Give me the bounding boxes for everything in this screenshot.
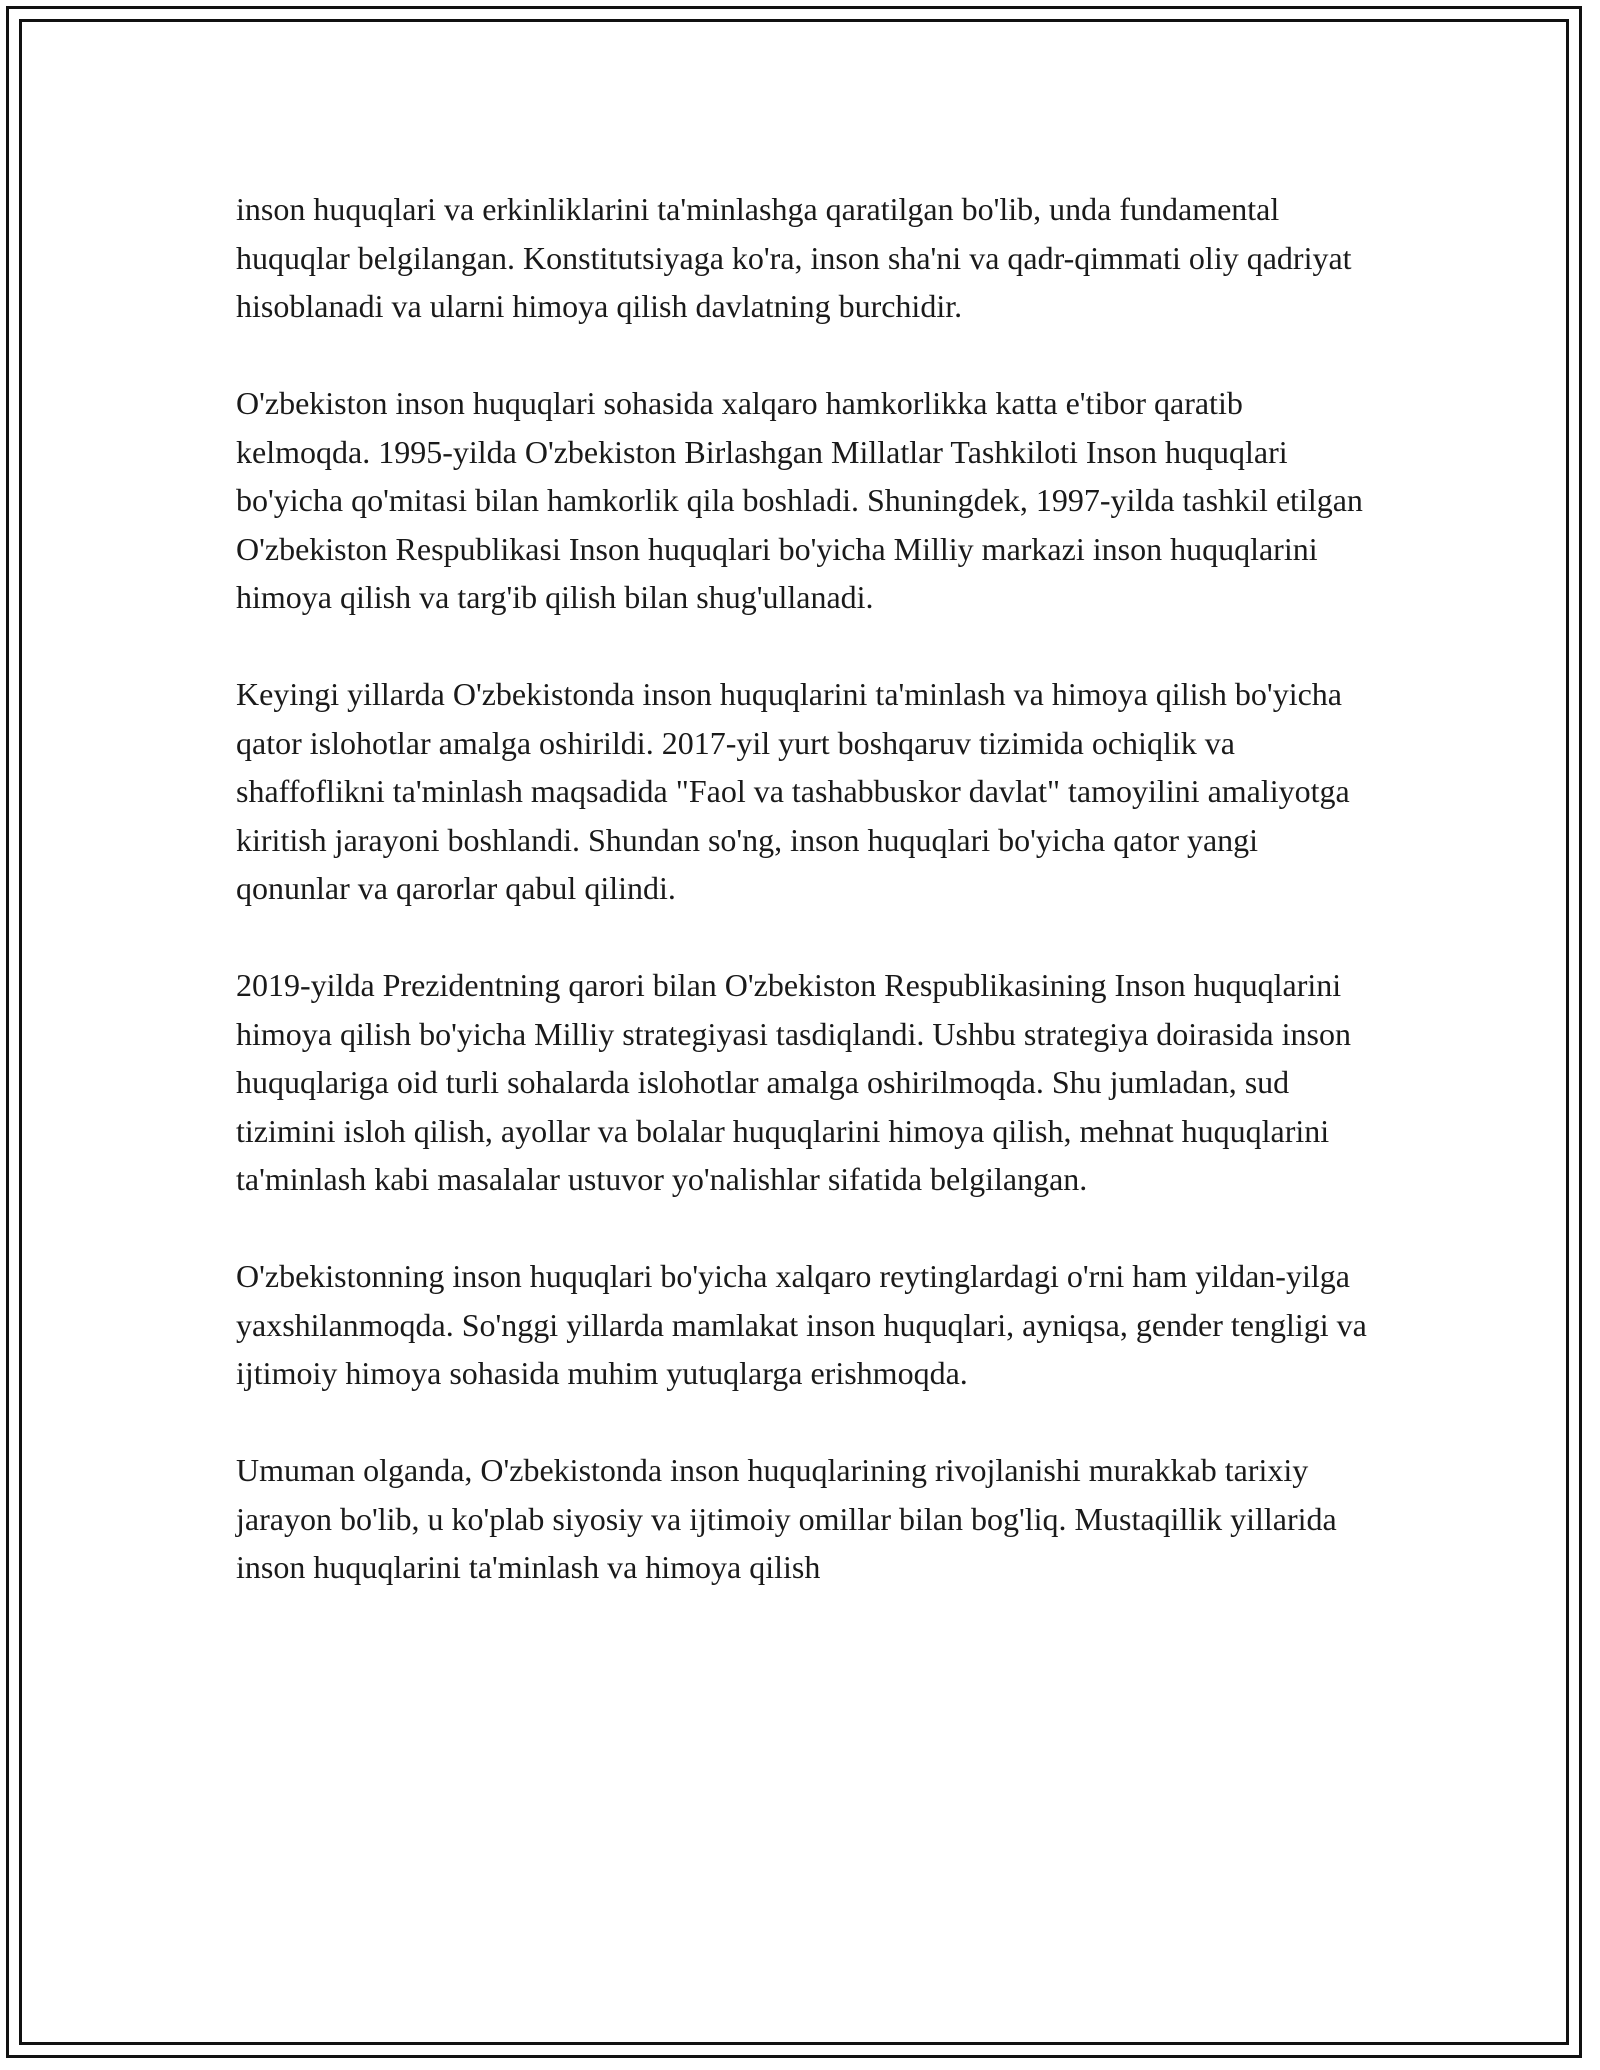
paragraph-2: O'zbekiston inson huquqlari sohasida xalqaro hamkorlikka katta e'tibor qaratib kelmoqda. 1995-yilda O'zbekiston Birlashgan Millatlar Tashkiloti Inson huquqlari bo'yicha qo'mitasi bilan hamkorlik qila boshladi. Shuningdek, 1997-yilda tashkil etilgan O'zbekiston Respublikasi Inson huquqlari bo'yicha Milliy markazi inson huquqlarini himoya qilish va targ'ib qilish bilan shug'ullanadi. bbox=[236, 385, 1363, 615]
document-body bbox=[236, 185, 1376, 1592]
paragraph-5: O'zbekistonning inson huquqlari bo'yicha xalqaro reytinglardagi o'rni ham yildan-yilga yaxshilanmoqda. So'nggi yillarda mamlakat inson huquqlari, ayniqsa, gender tengligi va ijtimoiy himoya sohasida muhim yutuqlarga erishmoqda. bbox=[236, 1258, 1367, 1391]
paragraph-3: Keyingi yillarda O'zbekistonda inson huquqlarini ta'minlash va himoya qilish bo'yicha qator islohotlar amalga oshirildi. 2017-yil yurt boshqaruv tizimida ochiqlik va shaffoflikni ta'minlash maqsadida "Faol va tashabbuskor davlat" tamoyilini amaliyotga kiritish jarayoni boshlandi. Shundan so'ng, inson huquqlari bo'yicha qator yangi qonunlar va qarorlar qabul qilindi. bbox=[236, 676, 1350, 906]
paragraph-4: 2019-yilda Prezidentning qarori bilan O'zbekiston Respublikasining Inson huquqlarini himoya qilish bo'yicha Milliy strategiyasi tasdiqlandi. Ushbu strategiya doirasida inson huquqlariga oid turli sohalarda islohotlar amalga oshirilmoqda. Shu jumladan, sud tizimini isloh qilish, ayollar va bolalar huquqlarini himoya qilish, mehnat huquqlarini ta'minlash kabi masalalar ustuvor yo'nalishlar sifatida belgilangan. bbox=[236, 967, 1351, 1197]
paragraph-1: inson huquqlari va erkinliklarini ta'minlashga qaratilgan bo'lib, unda fundamental huquqlar belgilangan. Konstitutsiyaga ko'ra, inson sha'ni va qadr-qimmati oliy qadriyat hisoblanadi va ularni himoya qilish davlatning burchidir. bbox=[236, 191, 1352, 324]
paragraph-6: Umuman olganda, O'zbekistonda inson huquqlarining rivojlanishi murakkab tarixiy jarayon bo'lib, u ko'plab siyosiy va ijtimoiy omillar bilan bog'liq. Mustaqillik yillarida inson huquqlarini ta'minlash va himoya qilish bbox=[236, 1452, 1337, 1585]
